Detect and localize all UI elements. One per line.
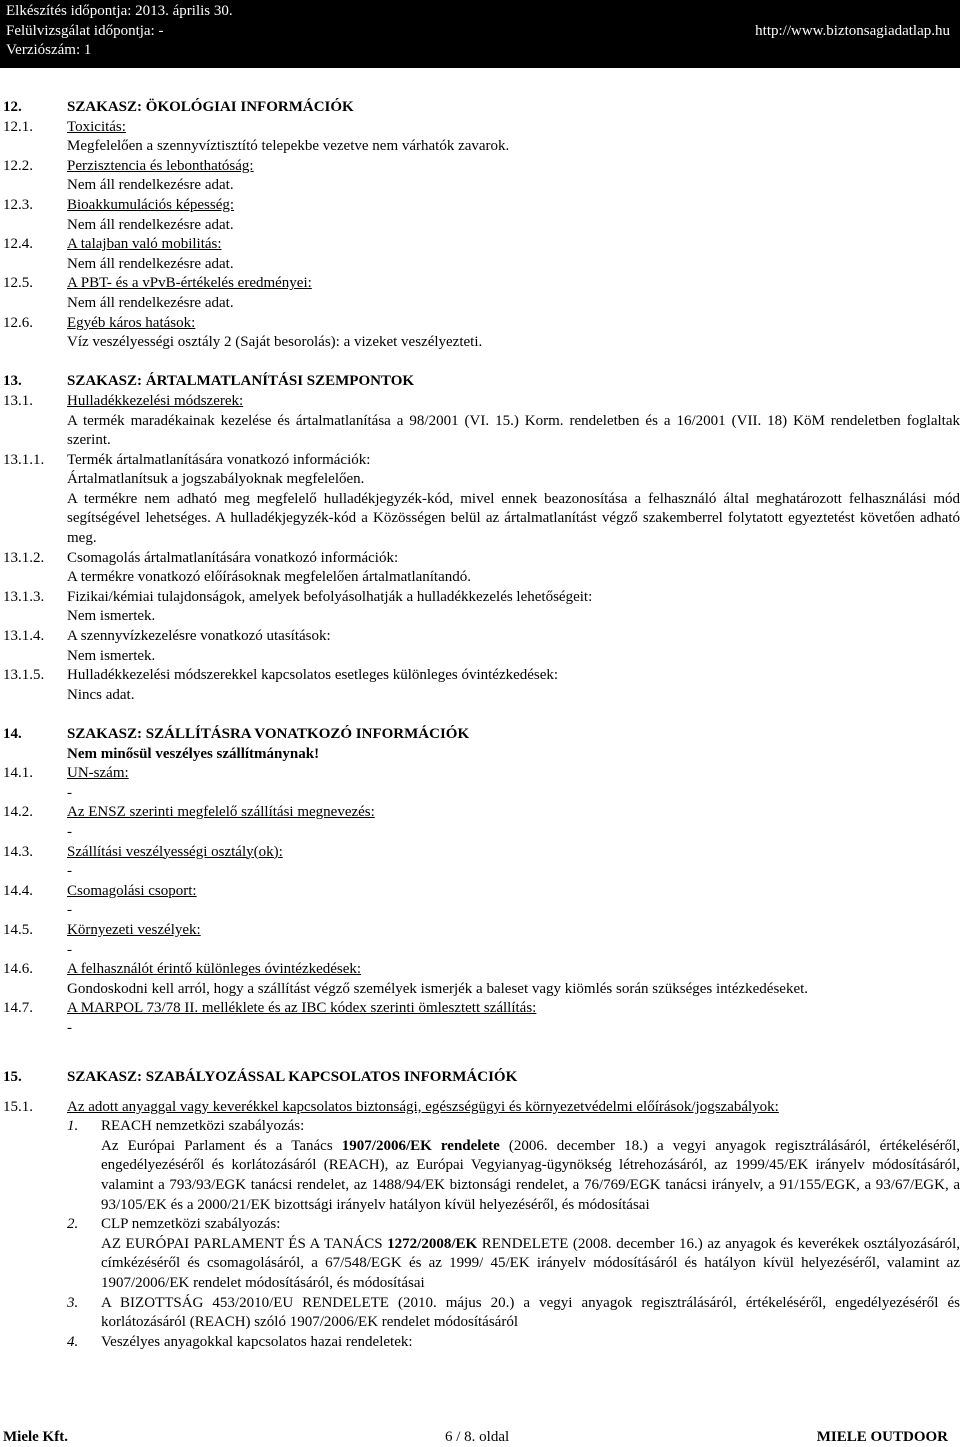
subsection-item [0,196,960,235]
regulation-item-clp [67,1215,960,1293]
subsection-13-1-4 [0,627,960,666]
regulation-text-pre: Az Európai Parlament és a Tanács [101,1137,342,1154]
subsection-text: - [67,823,72,840]
subsection-number: 15.1. [3,1098,33,1115]
subsection-title: UN-szám: [67,765,129,782]
regulation-text [101,1235,960,1294]
subsection-number: 13.1. [3,392,33,409]
regulation-text-post: (2006. december 18.) a vegyi anyagok regisztrálásáról, értékeléséről, engedélyezéséről és korlátozásáról (REACH), az Európai Vegyianyag-ügynökség létrehozásáról, az 1999/45/EK irányelv módosításáról, valamint a 793/93/EGK tanácsi rendelet, az 1488/94/EK biztonsági rendelet, a 76/769/EGK tanácsi irányelv, a 91/155/EGK, a 93/67/EGK, a 93/105/EK és a 2000/21/EK bizottsági irányelv hatályon kívül helyezéséről, és módosításai [101,1137,960,1213]
section-number: 13. [3,373,22,390]
subsection-13-1-2 [0,549,960,588]
subsection-title: Csomagolás ártalmatlanítására vonatkozó információk: [67,549,399,566]
subsection-title: A szennyvízkezelésre vonatkozó utasítások: [67,628,331,645]
subsection-title: Az ENSZ szerinti megfelelő szállítási megnevezés: [67,804,375,821]
subsection-text: Nem áll rendelkezésre adat. [67,294,234,311]
subsection-item [0,157,960,196]
subsection-title: Hulladékkezelési módszerek: [67,392,244,409]
section-title: SZAKASZ: SZABÁLYOZÁSSAL KAPCSOLATOS INFORMÁCIÓK [67,1069,518,1086]
subsection-title: A PBT- és a vPvB-értékelés eredményei: [67,275,312,292]
footer-page-number: 6 / 8. oldal [445,1429,510,1445]
subsection-item [0,999,960,1038]
subsection-title: Szállítási veszélyességi osztály(ok): [67,843,283,860]
subsection-text: Víz veszélyességi osztály 2 (Saját besorolás): a vizeket veszélyezteti. [67,334,483,351]
document-body [0,98,960,1352]
subsection-text: - [67,941,72,958]
subsection-number: 14.6. [3,961,33,978]
footer-company: Miele Kft. [3,1429,68,1445]
subsection-item [0,803,960,842]
subsection-number: 14.4. [3,882,33,899]
subsection-title: Hulladékkezelési módszerekkel kapcsolatos esetleges különleges óvintézkedések: [67,667,559,684]
subsection-number: 14.5. [3,921,33,938]
regulation-text [101,1137,960,1215]
subsection-text: Nem áll rendelkezésre adat. [67,177,234,194]
regulation-item-3 [67,1294,960,1333]
subsection-number: 13.1.3. [3,588,45,605]
subsection-title: A talajban való mobilitás: [67,236,222,253]
list-number: 1. [67,1118,79,1135]
subsection-item [0,921,960,960]
regulation-text: A BIZOTTSÁG 453/2010/EU RENDELETE (2010. május 20.) a vegyi anyagok regisztrálásáról, értékeléséről, engedélyezéséről és korlátozásáról (REACH) szóló 1907/2006/EK rendelet módosításáról [101,1294,960,1331]
section-12-heading [0,98,960,118]
subsection-number: 14.7. [3,1000,33,1017]
section-title: SZAKASZ: SZÁLLÍTÁSRA VONATKOZÓ INFORMÁCIÓK [67,726,470,742]
subsection-number: 12.5. [3,275,33,292]
subsection-13-1-5 [0,666,960,705]
subsection-title: Bioakkumulációs képesség: [67,196,235,213]
subsection-item [0,118,960,157]
section-number: 12. [3,99,22,115]
subsection-title: Fizikai/kémiai tulajdonságok, amelyek befolyásolhatják a hulladékkezelés lehetőségeit: [67,588,593,605]
list-number: 2. [67,1216,79,1233]
subsection-text: Nem áll rendelkezésre adat. [67,216,234,233]
subsection-number: 12.1. [3,118,33,135]
regulation-item-reach [67,1117,960,1215]
section-14-items [0,764,960,1038]
subsection-number: 13.1.4. [3,628,45,645]
subsection-title: A felhasználót érintő különleges óvintézkedések: [67,961,362,978]
regulation-text: Veszélyes anyagokkal kapcsolatos hazai rendeletek: [101,1333,413,1350]
subsection-item [0,764,960,803]
subsection-number: 12.2. [3,157,33,174]
subsection-title: Csomagolási csoport: [67,882,197,899]
section-note: Nem minősül veszélyes szállítmánynak! [67,745,320,762]
subsection-number: 14.2. [3,804,33,821]
subsection-text: Nem áll rendelkezésre adat. [67,255,234,272]
regulation-text-pre: AZ EURÓPAI PARLAMENT ÉS A TANÁCS [101,1235,388,1252]
subsection-title: Egyéb káros hatások: [67,314,196,331]
subsection-13-1 [0,392,960,451]
subsection-13-1-1 [0,451,960,549]
subsection-text: A termék maradékainak kezelése és ártalmatlanítása a 98/2001 (VI. 15.) Korm. rendeletben és a 16/2001 (VII. 18) KöM rendeletben foglaltak szerint. [67,412,960,449]
subsection-item [0,960,960,999]
header-meta [6,2,233,61]
section-number: 15. [3,1069,22,1086]
subsection-text: - [67,902,72,919]
prepared-date: Elkészítés időpontja: 2013. április 30. [6,3,233,19]
subsection-number: 13.1.5. [3,667,45,684]
subsection-title: Toxicitás: [67,118,126,135]
section-12-items [0,118,960,353]
page-header [0,0,960,68]
subsection-title: A MARPOL 73/78 II. melléklete és az IBC kódex szerinti ömlesztett szállítás: [67,1000,537,1017]
subsection-number: 14.3. [3,843,33,860]
regulation-text-post: RENDELETE (2008. december 16.) az anyagok és keverékek osztályozásáról, címkézéséről és csomagolásáról, a 67/548/EGK és az 1999/ 45/EK irányelv módosításáról és hatályon kívül helyezéséről, valamint az 1907/2006/EK rendelet módosításáról, és módosításai [101,1235,960,1292]
subsection-title: Környezeti veszélyek: [67,921,201,938]
subsection-number: 12.6. [3,314,33,331]
subsection-text: A termékre vonatkozó előírásoknak megfelelően ártalmatlanítandó. [67,569,472,586]
subsection-text: Gondoskodni kell arról, hogy a szállítást végző személyek ismerjék a baleset vagy kiömlés során szükséges intézkedéseket. [67,980,809,997]
subsection-number: 12.3. [3,196,33,213]
subsection-title: Az adott anyaggal vagy keverékkel kapcsolatos biztonsági, egészségügyi és környezetvédelmi előírások/jogszabályok: [67,1098,779,1115]
regulation-item-4 [67,1333,960,1353]
section-13-heading [0,372,960,392]
regulation-title: REACH nemzetközi szabályozás: [101,1118,305,1135]
subsection-title: Termék ártalmatlanítására vonatkozó információk: [67,451,371,468]
subsection-text: - [67,784,72,801]
subsection-text: Nincs adat. [67,686,135,703]
section-number: 14. [3,726,22,742]
subsection-item [0,314,960,353]
regulation-title: CLP nemzetközi szabályozás: [101,1216,281,1233]
page-footer [0,1427,960,1447]
list-number: 3. [67,1294,79,1311]
subsection-number: 13.1.2. [3,549,45,566]
list-number: 4. [67,1333,79,1350]
subsection-13-1-3 [0,588,960,627]
subsection-15-1 [0,1098,960,1118]
subsection-text: Ártalmatlanítsuk a jogszabályoknak megfelelően. [67,471,365,488]
section-title: SZAKASZ: ÖKOLÓGIAI INFORMÁCIÓK [67,99,354,115]
subsection-item [0,882,960,921]
regulation-reference: 1272/2008/EK [387,1235,478,1252]
subsection-item [0,235,960,274]
subsection-number: 13.1.1. [3,451,45,468]
subsection-text: - [67,1019,72,1036]
revision-date: Felülvizsgálat időpontja: - [6,22,164,39]
subsection-text: Megfelelően a szennyvíztisztító telepekbe vezetve nem várhatók zavarok. [67,138,510,155]
subsection-text: A termékre nem adható meg megfelelő hulladékjegyzék-kód, mivel ennek beazonosítása a felhasználó által meghatározott felhasználási mód segítségével lehetséges. A hulladékjegyzék-kód a Közösségen belül az ártalmatlanítást végző szakemberrel folytatott egyeztetést követően adható meg. [67,490,960,547]
subsection-item [0,843,960,882]
subsection-number: 14.1. [3,765,33,782]
regulation-reference: 1907/2006/EK rendelete [341,1137,500,1154]
section-title: SZAKASZ: ÁRTALMATLANÍTÁSI SZEMPONTOK [67,373,415,390]
subsection-text: Nem ismertek. [67,608,156,625]
subsection-title: Perzisztencia és lebonthatóság: [67,157,254,174]
subsection-text: - [67,863,72,880]
subsection-number: 12.4. [3,236,33,253]
subsection-item [0,274,960,313]
version-number: Verziószám: 1 [6,42,92,58]
section-14-heading [0,725,960,764]
section-15-heading [0,1068,960,1088]
header-url-link[interactable]: http://www.biztonsagiadatlap.hu [755,22,950,39]
subsection-text: Nem ismertek. [67,647,156,664]
footer-product: MIELE OUTDOOR [816,1429,948,1445]
